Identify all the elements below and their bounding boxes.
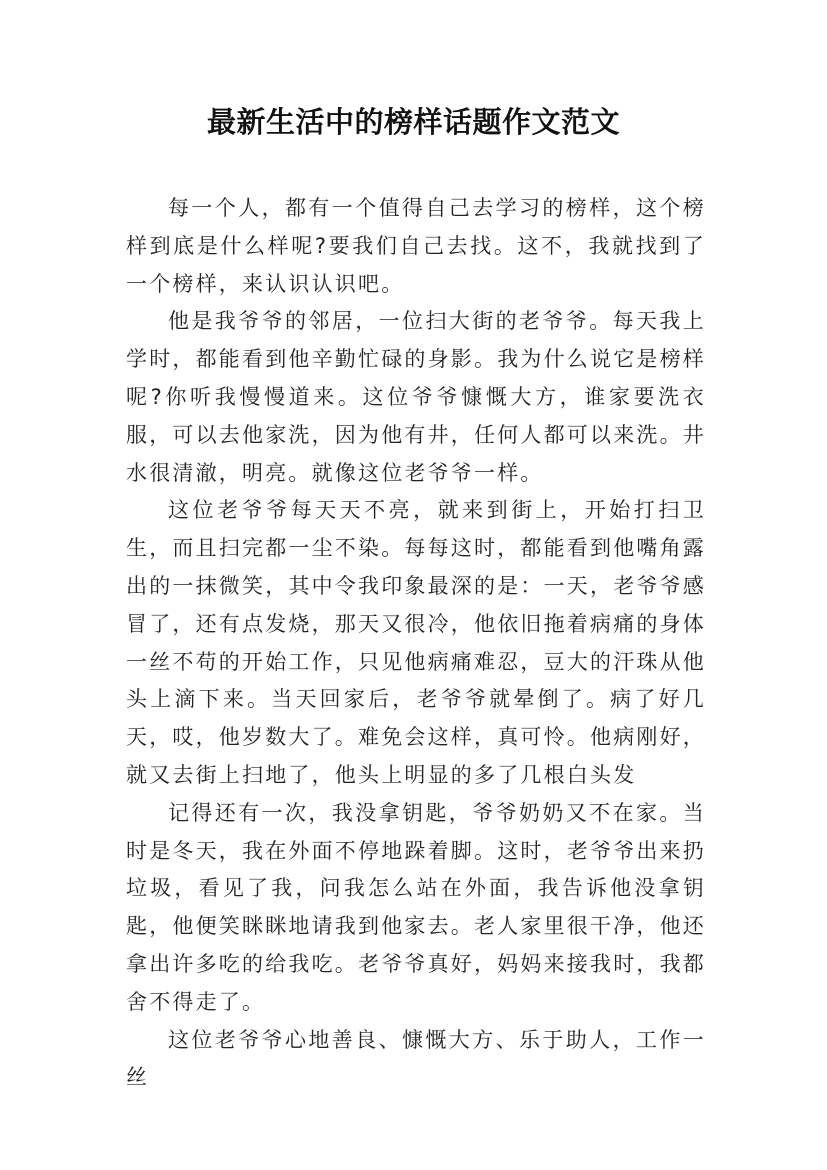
document-title: 最新生活中的榜样话题作文范文 bbox=[206, 105, 620, 139]
paragraph-1: 每一个人，都有一个值得自己去学习的榜样，这个榜样到底是什么样呢?要我们自己去找。这不，我就找到了一个榜样，来认识认识吧。 bbox=[126, 196, 706, 296]
paragraph-2: 他是我爷爷的邻居，一位扫大街的老爷爷。每天我上学时，都能看到他辛勤忙碌的身影。我为什么说它是榜样呢?你听我慢慢道来。这位爷爷慷慨大方，谁家要洗衣服，可以去他家洗，因为他有井，任何人都可以来洗。井水很清澈，明亮。就像这位老爷爷一样。 bbox=[126, 309, 706, 485]
paragraph-4: 记得还有一次，我没拿钥匙，爷爷奶奶又不在家。当时是冬天，我在外面不停地跺着脚。这时，老爷爷出来扔垃圾，看见了我，问我怎么站在外面，我告诉他没拿钥匙，他便笑眯眯地请我到他家去。老人家里很干净，他还拿出许多吃的给我吃。老爷爷真好，妈妈来接我时，我都舍不得走了。 bbox=[126, 800, 706, 1014]
paragraph-3: 这位老爷爷每天天不亮，就来到街上，开始打扫卫生，而且扫完都一尘不染。每每这时，都能看到他嘴角露出的一抹微笑，其中令我印象最深的是：一天，老爷爷感冒了，还有点发烧，那天又很冷，他依旧拖着病痛的身体一丝不苟的开始工作，只见他病痛难忍，豆大的汗珠从他头上滴下来。当天回家后，老爷爷就晕倒了。病了好几天，哎，他岁数大了。难免会这样，真可怜。他病刚好，就又去街上扫地了，他头上明显的多了几根白头发 bbox=[126, 498, 706, 787]
document-body bbox=[126, 190, 706, 1097]
paragraph-5: 这位老爷爷心地善良、慷慨大方、乐于助人，工作一丝 bbox=[126, 1027, 706, 1090]
